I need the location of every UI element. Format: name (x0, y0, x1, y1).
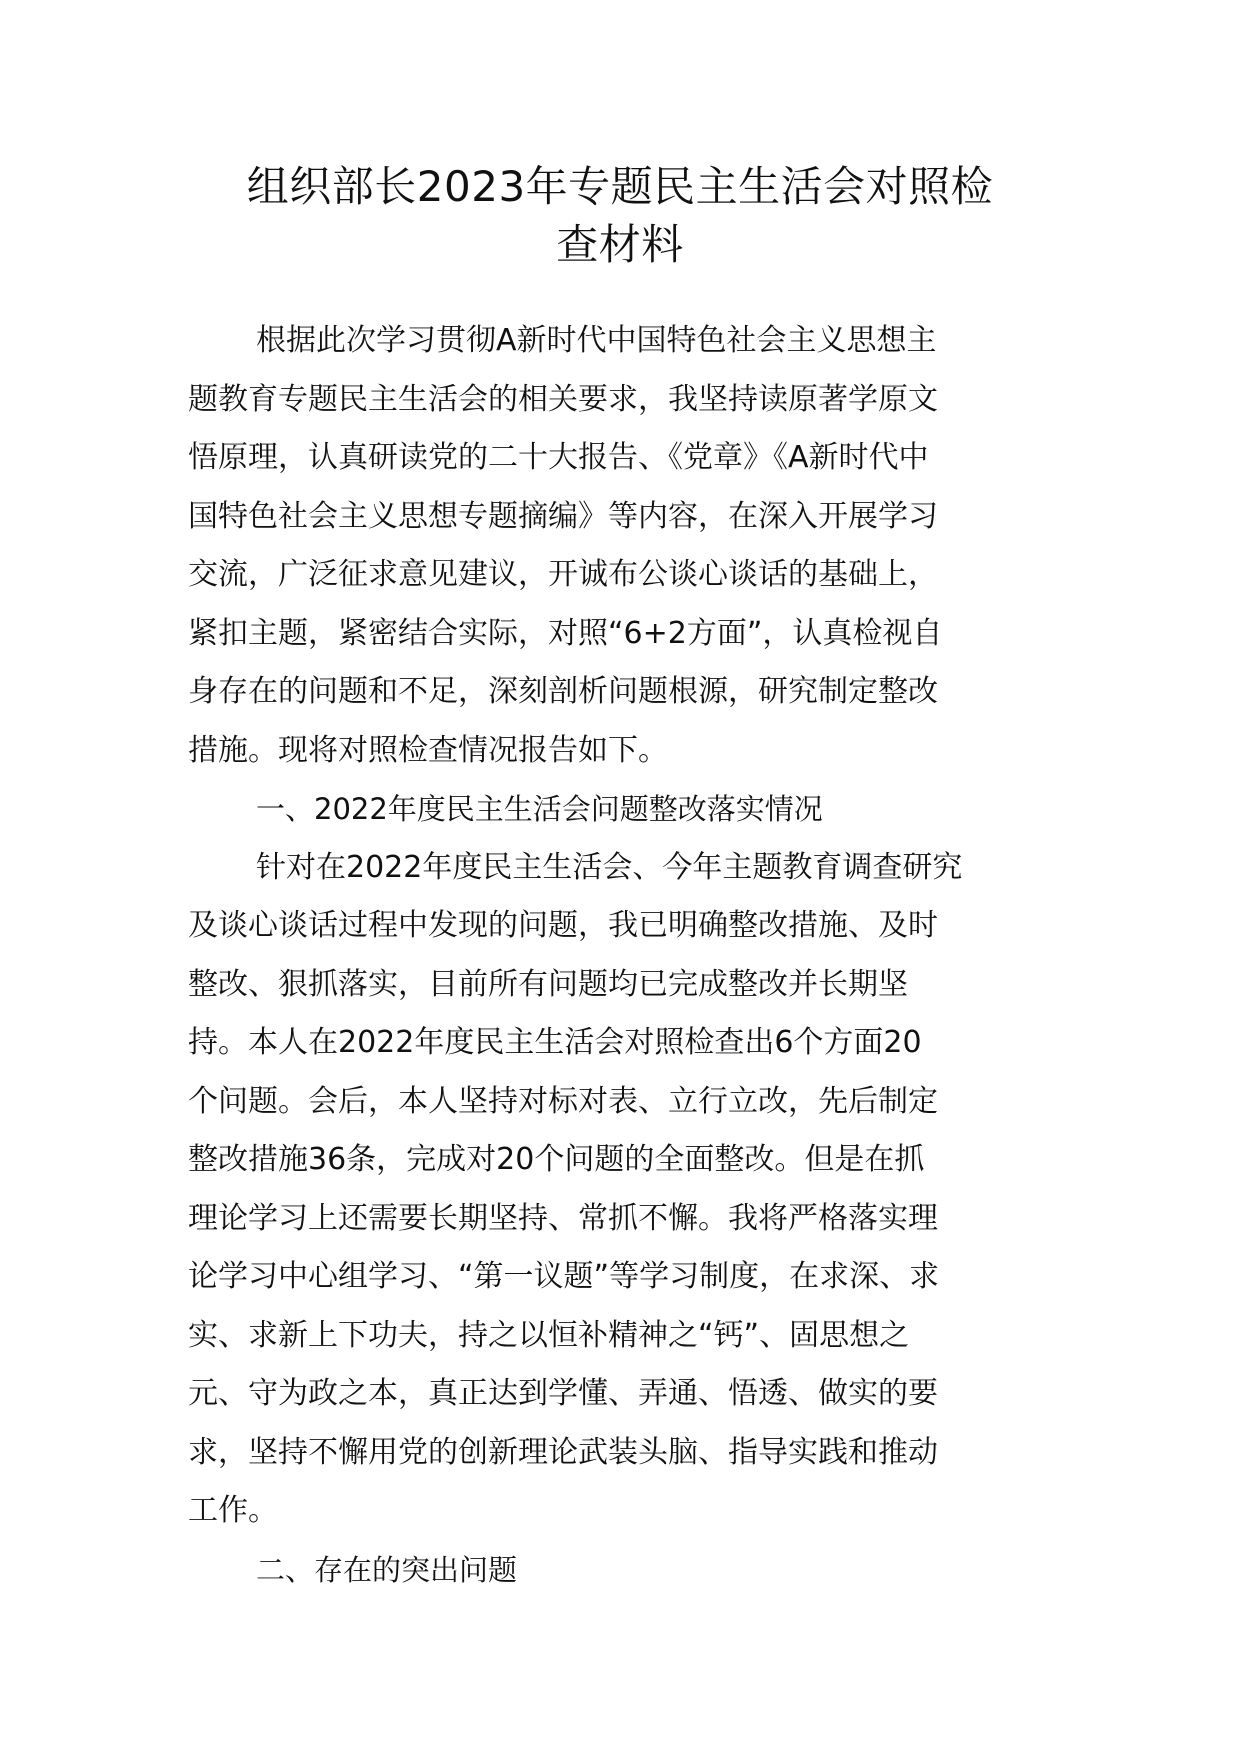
paragraph-2-line-9: 实、求新上下功夫，持之以恒补精神之“钙”、固思想之 (188, 1317, 910, 1353)
paragraph-1-line-6: 紧扣主题，紧密结合实际，对照“6+2方面”，认真检视自 (188, 615, 943, 651)
section-heading-2: 二、存在的突出问题 (256, 1552, 518, 1587)
paragraph-2-line-6: 整改措施36条，完成对20个问题的全面整改。但是在抓 (188, 1142, 925, 1177)
paragraph-2-line-1: 针对在2022年度民主生活会、今年主题教育调查研究 (256, 849, 963, 885)
paragraph-2-line-5: 个问题。会后，本人坚持对标对表、立行立改，先后制定 (188, 1083, 938, 1119)
document-body (188, 312, 1068, 1599)
paragraph-2-line-12: 工作。 (188, 1493, 278, 1528)
paragraph-2-line-3: 整改、狠抓落实，目前所有问题均已完成整改并长期坚 (188, 966, 908, 1002)
paragraph-2-line-10: 元、守为政之本，真正达到学懂、弄通、悟透、做实的要 (188, 1376, 938, 1411)
paragraph-1-line-5: 交流，广泛征求意见建议，开诚布公谈心谈话的基础上， (188, 557, 938, 592)
paragraph-1-line-1: 根据此次学习贯彻A新时代中国特色社会主义思想主 (256, 323, 937, 358)
paragraph-1-line-3: 悟原理，认真研读党的二十大报告、《党章》《A新时代中 (188, 440, 929, 475)
paragraph-1-line-4: 国特色社会主义思想专题摘编》等内容，在深入开展学习 (188, 498, 938, 534)
title-line-1: 组织部长2023年专题民主生活会对照检 (246, 162, 994, 211)
paragraph-1-line-7: 身存在的问题和不足，深刻剖析问题根源，研究制定整改 (188, 674, 938, 709)
paragraph-2-line-2: 及谈心谈话过程中发现的问题，我已明确整改措施、及时 (188, 908, 938, 943)
section-heading-1: 一、2022年度民主生活会问题整改落实情况 (256, 792, 823, 826)
paragraph-2-line-11: 求，坚持不懈用党的创新理论武装头脑、指导实践和推动 (188, 1434, 938, 1470)
document-title (190, 158, 1050, 274)
paragraph-2-line-7: 理论学习上还需要长期坚持、常抓不懈。我将严格落实理 (188, 1200, 938, 1236)
paragraph-2-line-8: 论学习中心组学习、“第一议题”等学习制度，在求深、求 (188, 1259, 940, 1294)
paragraph-2-line-4: 持。本人在2022年度民主生活会对照检查出6个方面20 (188, 1025, 922, 1060)
paragraph-1-line-8: 措施。现将对照检查情况报告如下。 (188, 732, 668, 768)
paragraph-1-line-2: 题教育专题民主生活会的相关要求，我坚持读原著学原文 (188, 381, 938, 417)
title-line-2: 查材料 (556, 220, 684, 269)
